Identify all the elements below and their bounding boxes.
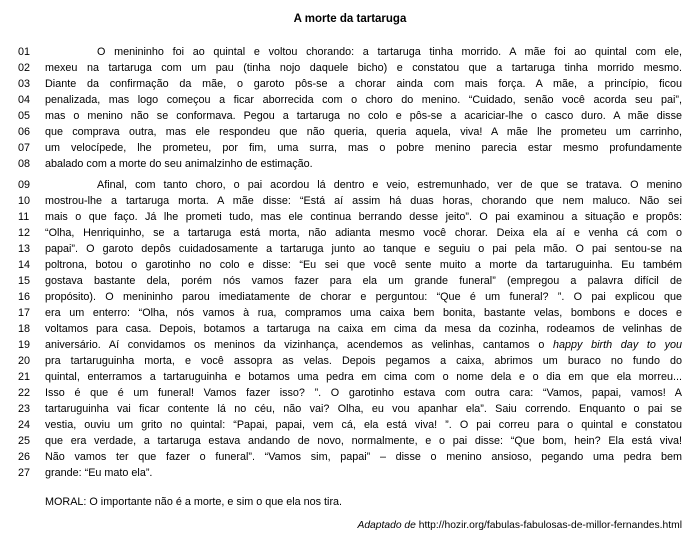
text-segment: pra tartaruguinha morta, e você assopra as velas. Depois pegamos a caixa, abrimos um buraco no fundo do [45,355,682,367]
text-line [18,44,682,60]
line-number: 22 [18,387,31,399]
text-line [18,257,682,273]
line-number: 05 [18,110,31,122]
line-number: 19 [18,339,31,351]
line-number: 07 [18,142,31,154]
text-line [18,140,682,156]
text-segment: mais o que faço. Já lhe prometi tudo, mas ele continua berrando desse jeito”. O pai examinou a situação e propôs: [45,211,682,223]
text-line [18,369,682,385]
text-line [18,385,682,401]
line-number: 09 [18,179,31,191]
text-line [18,76,682,92]
text-line [18,241,682,257]
line-text [45,108,682,124]
text-segment: era um enterro: “Olha, nós vamos à rua, compramos uma caixa bem bonita, bastante velas, bombons e doces e [45,307,682,319]
line-number: 04 [18,94,31,106]
line-number: 12 [18,227,31,239]
line-text [45,140,682,156]
text-segment: penalizada, mas logo começou a ficar aborrecida com o choro do menino. “Cuidado, senão você acorda seu pai”, [45,94,682,106]
line-text [45,289,682,305]
text-segment: que era verdade, a tartaruga estava andando de novo, normalmente, e o pai disse: “Que bom, hein? Ela está viva! [45,435,682,447]
text-segment: voltamos para casa. Depois, botamos a tartaruga na caixa em cima da mesa da cozinha, rodeamos de velinhas de [45,323,682,335]
line-text [45,60,682,76]
line-text [45,124,682,140]
line-text [45,156,682,172]
text-segment: Não vamos ter que fazer o funeral”. “Vamos sim, papai” – disse o menino ansioso, pegando uma pedra bem [45,451,682,463]
source-attribution [357,519,682,533]
line-text [45,225,682,241]
line-number: 14 [18,259,31,271]
line-text [45,273,682,289]
line-text [45,92,682,108]
line-text [45,76,682,92]
text-segment: que comprava outra, mas ele respondeu que não queria, queria aquela, viva! A mãe lhe prometeu um carrinho, [45,126,682,138]
line-text [45,385,682,401]
line-text [45,209,682,225]
text-segment: abalado com a morte do seu animalzinho de estimação. [45,158,313,170]
line-number: 21 [18,371,31,383]
source-prefix: Adaptado de [357,520,416,531]
text-segment: mostrou-lhe a tartaruga morta. A mãe disse: “Está aí assim há duas horas, chorando que nem maluco. Não sei [45,195,682,207]
line-number: 23 [18,403,31,415]
line-text [45,241,682,257]
text-line [18,124,682,140]
text-line [18,108,682,124]
text-line [18,433,682,449]
text-segment: tartaruguinha vai ficar contente lá no céu, não vai? Olha, eu vou apanhar ela”. Saiu correndo. Enquanto o pai se [45,403,682,415]
line-number: 27 [18,467,31,479]
document-title: A morte da tartaruga [293,13,407,25]
line-text [45,337,682,353]
line-number: 10 [18,195,31,207]
source-url: http://hozir.org/fabulas-fabulosas-de-millor-fernandes.html [415,520,682,531]
line-number: 24 [18,419,31,431]
text-segment: poltrona, botou o garotinho no colo e disse: “Eu sei que você sente muito a morte da tartaruguinha. Eu também [45,259,682,271]
text-line [18,321,682,337]
line-number: 25 [18,435,31,447]
text-line [18,193,682,209]
text-segment: O menininho foi ao quintal e voltou chorando: a tartaruga tinha morrido. A mãe foi ao quintal com ele, [97,46,682,58]
line-text [45,417,682,433]
text-segment: propósito). O menininho parou imediatamente de chorar e perguntou: “Que é um funeral? ”. O pai explicou que [45,291,682,303]
line-number: 15 [18,275,31,287]
text-segment: mexeu na tartaruga com um pau (tinha nojo daquele bicho) e constatou que a tartaruga tinha morrido mesmo. [45,62,682,74]
text-line [18,156,682,172]
line-text [45,44,682,60]
line-number: 06 [18,126,31,138]
line-text [45,177,682,193]
text-line [18,401,682,417]
text-segment: quintal, enterramos a tartaruguinha e botamos uma pedra em cima com o nome dela e o dia em que ela morreu... [45,371,682,383]
line-number: 01 [18,46,31,58]
text-segment: papai”. O garoto depôs cuidadosamente a tartaruga junto ao tanque e seguiu o pai pela mão. O pai sentou-se na [45,243,682,255]
line-number: 26 [18,451,31,463]
text-line [18,337,682,353]
text-segment: grande: “Eu mato ela”. [45,467,153,479]
line-text [45,321,682,337]
text-line [18,92,682,108]
line-text [45,449,682,465]
text-segment: Isso é que é um funeral! Vamos fazer isso? ”. O garotinho estava com outra cara: “Vamos, papai, vamos! A [45,387,682,399]
text-segment: vestia, ouviu um grito no quintal: “Papai, papai, vem cá, ela está viva! ”. O pai correu para o quintal e constatou [45,419,682,431]
text-line [18,209,682,225]
text-line [18,417,682,433]
line-number: 16 [18,291,31,303]
story-text [18,44,682,481]
text-line [18,289,682,305]
text-line [18,465,682,481]
text-segment: Diante da confirmação da mãe, o garoto pôs-se a chorar ainda com mais força. A mãe, a princípio, ficou [45,78,682,90]
italic-phrase: happy birth day to you [553,339,682,351]
text-segment: gostava bastante dela, porém nós vamos fazer para ela um grande funeral” (empregou a palavra difícil de [45,275,682,287]
line-text [45,305,682,321]
line-number: 17 [18,307,31,319]
line-text [45,369,682,385]
text-line [18,273,682,289]
text-segment: mas o menino não se conformava. Pegou a tartaruga no colo e pôs-se a acariciar-lhe o casco duro. A mãe disse [45,110,682,122]
line-text [45,193,682,209]
text-segment: aniversário. Aí convidamos os meninos da vizinhança, acendemos as velinhas, cantamos o [45,339,554,351]
text-line [18,353,682,369]
line-number: 18 [18,323,31,335]
line-text [45,401,682,417]
line-number: 02 [18,62,31,74]
line-number: 03 [18,78,31,90]
text-segment: Afinal, com tanto choro, o pai acordou lá dentro e veio, estremunhado, ver de que se tratava. O menino [97,179,682,191]
text-line [18,60,682,76]
moral-text: MORAL: O importante não é a morte, e sim o que ela nos tira. [45,496,343,508]
text-line [18,305,682,321]
line-number: 20 [18,355,31,367]
text-line [18,177,682,193]
text-line [18,449,682,465]
line-text [45,257,682,273]
line-text [45,353,682,369]
line-number: 13 [18,243,31,255]
line-text [45,433,682,449]
line-text [45,465,682,481]
line-number: 08 [18,158,31,170]
line-number: 11 [18,211,30,223]
text-segment: “Olha, Henriquinho, se a tartaruga está morta, não adianta mesmo você chorar. Deixa ela aí e venha cá com o [45,227,682,239]
text-line [18,225,682,241]
text-segment: um velocípede, lhe prometeu, por fim, uma surra, mas o pobre menino parecia estar mesmo profundamente [45,142,682,154]
